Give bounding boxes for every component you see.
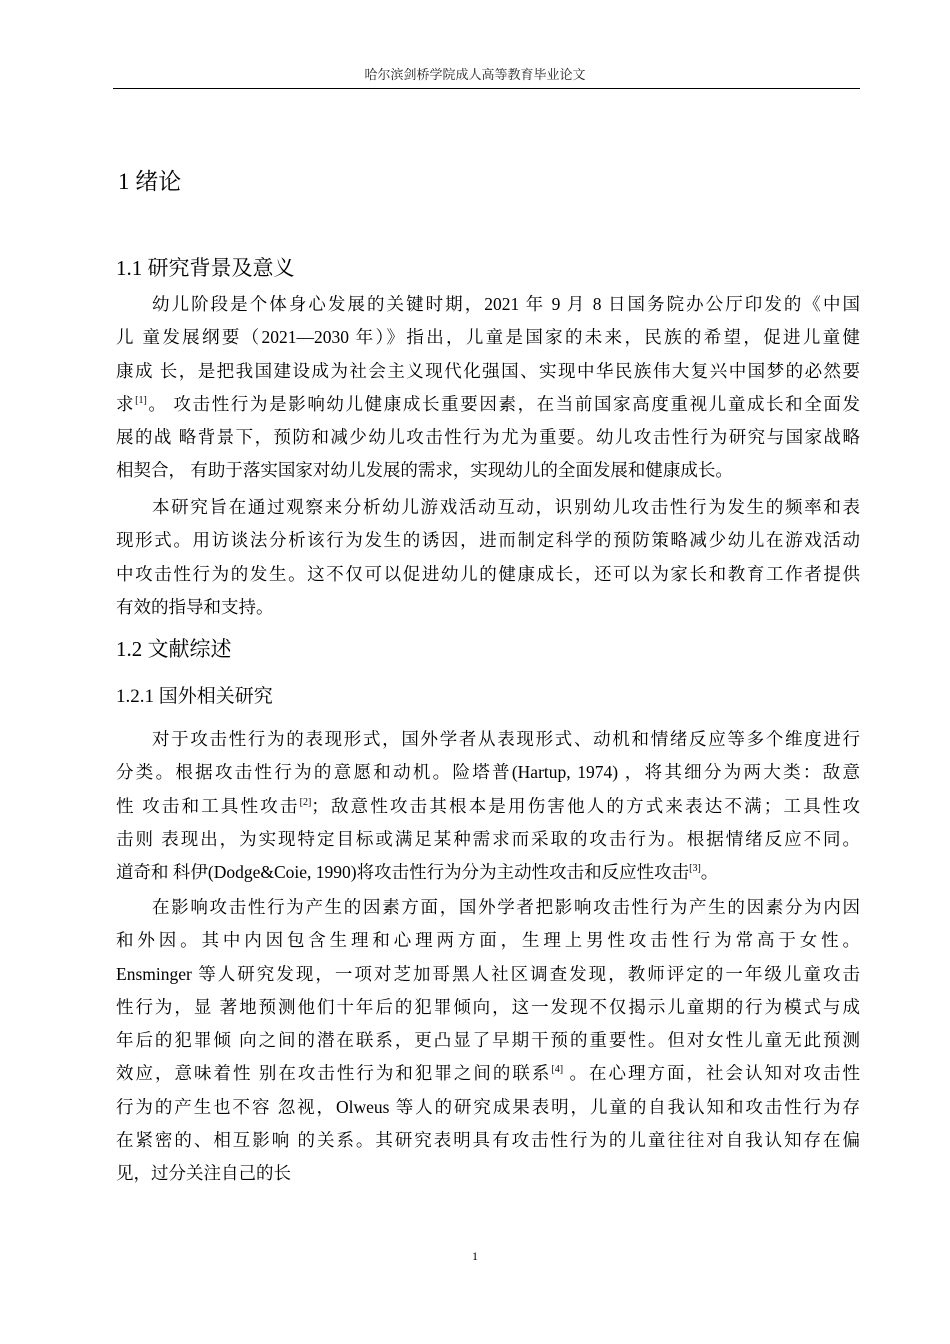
paragraph — [116, 491, 860, 624]
text-line — [116, 790, 860, 823]
line-text: 儿 童发展纲要（2021—2030 年）》指出，儿童是国家的未来，民族的希望，促进儿童健 — [116, 327, 860, 348]
line-text: 行为的产生也不容 忽视，Olweus 等人的研究成果表明，儿童的自我认知和攻击性行为存 — [116, 1096, 860, 1117]
citation-marker: [4] — [551, 1064, 564, 1076]
text-line — [116, 321, 860, 354]
text-line — [116, 924, 860, 957]
line-text: 本研究旨在通过观察来分析幼儿游戏活动互动，识别幼儿攻击性行为发生的频率和表 — [152, 497, 860, 517]
citation-marker: [1] — [135, 394, 147, 406]
line-text: 效应，意味着性 别在攻击性行为和犯罪之间的联系 — [116, 1063, 552, 1084]
text-line — [116, 856, 860, 889]
text-line — [116, 991, 860, 1024]
citation-marker: [3] — [689, 863, 701, 875]
line-text: 年后的犯罪倾 向之间的潜在联系，更凸显了早期干预的重要性。但对女性儿童无此预测 — [116, 1030, 860, 1051]
chapter-title: 1 绪论 — [118, 169, 182, 194]
text-line — [116, 1157, 860, 1190]
line-text: 和外因。其中内因包含生理和心理两方面，生理上男性攻击性行为常高于女性。 — [116, 930, 860, 951]
line-text: 。在心理方面，社会认知对攻击性 — [563, 1063, 860, 1084]
citation-marker: [2] — [299, 796, 312, 808]
line-text: 求 — [116, 393, 136, 414]
line-text: 有效的指导和支持。 — [116, 596, 274, 617]
text-line — [116, 454, 860, 487]
text-line — [116, 1124, 860, 1157]
section-heading-1-2: 1.2 文献综述 — [116, 637, 232, 661]
text-line — [116, 558, 860, 591]
text-line — [116, 823, 860, 856]
text-line — [116, 355, 860, 388]
text-line — [116, 958, 860, 991]
line-text: 道奇和 科伊(Dodge&Coie, 1990)将攻击性行为分为主动性攻击和反应性攻击 — [116, 862, 690, 883]
line-text: 在影响攻击性行为产生的因素方面，国外学者把影响攻击性行为产生的因素分为内因 — [152, 897, 860, 917]
line-text: 见，过分关注自己的长 — [116, 1163, 291, 1184]
page-number: 1 — [472, 1249, 478, 1263]
text-line — [116, 421, 860, 454]
line-text: 性行为，显 著地预测他们十年后的犯罪倾向，这一发现不仅揭示儿童期的行为模式与成 — [116, 996, 860, 1017]
text-line — [116, 288, 860, 321]
line-text: 展的战 略背景下，预防和减少幼儿攻击性行为尤为重要。幼儿攻击性行为研究与国家战略 — [116, 427, 860, 448]
running-header: 哈尔滨剑桥学院成人高等教育毕业论文 — [364, 67, 586, 82]
text-line — [116, 491, 860, 524]
line-text: 对于攻击性行为的表现形式，国外学者从表现形式、动机和情绪反应等多个维度进行 — [152, 729, 860, 749]
text-line — [116, 891, 860, 924]
line-text: 康成 长，是把我国建设成为社会主义现代化强国、实现中华民族伟大复兴中国梦的必然要 — [116, 360, 860, 381]
line-text: 性 攻击和工具性攻击 — [116, 795, 300, 816]
text-line — [116, 388, 860, 421]
section-heading-1-1: 1.1 研究背景及意义 — [116, 256, 295, 280]
line-text: 幼儿阶段是个体身心发展的关键时期，2021 年 9 月 8 日国务院办公厅印发的《中国 — [152, 294, 860, 314]
text-line — [116, 524, 860, 557]
paragraph — [116, 288, 860, 488]
text-line — [116, 1057, 860, 1090]
text-line — [116, 723, 860, 756]
section-heading-1-2-1: 1.2.1 国外相关研究 — [116, 686, 273, 707]
line-text: ；敌意性攻击其根本是用伤害他人的方式来表达不满；工具性攻 — [311, 795, 861, 816]
line-text: 中攻击性行为的发生。这不仅可以促进幼儿的健康成长，还可以为家长和教育工作者提供 — [116, 563, 860, 584]
text-line — [116, 1091, 860, 1124]
line-text: 击则 表现出，为实现特定目标或满足某种需求而采取的攻击行为。根据情绪反应不同。 — [116, 828, 860, 849]
line-text: 在紧密的、相互影响 的关系。其研究表明具有攻击性行为的儿童往往对自我认知存在偏 — [116, 1130, 860, 1151]
line-text: 现形式。用访谈法分析该行为发生的诱因，进而制定科学的预防策略减少幼儿在游戏活动 — [116, 530, 860, 551]
line-text: 。 — [700, 862, 719, 883]
line-text: 分类。根据攻击性行为的意愿和动机。险塔普(Hartup, 1974) ，将其细分为两大类：敌意 — [116, 762, 860, 783]
text-line — [116, 1024, 860, 1057]
text-line — [116, 591, 860, 624]
line-text: 相契合， 有助于落实国家对幼儿发展的需求，实现幼儿的全面发展和健康成长。 — [116, 460, 733, 481]
paragraph — [116, 723, 860, 889]
header-rule — [113, 88, 860, 89]
paragraph — [116, 891, 860, 1191]
line-text: Ensminger 等人研究发现，一项对芝加哥黑人社区调查发现，教师评定的一年级儿童攻击 — [116, 963, 860, 984]
text-line — [116, 756, 860, 789]
line-text: 。 攻击性行为是影响幼儿健康成长重要因素，在当前国家高度重视儿童成长和全面发 — [146, 393, 861, 414]
